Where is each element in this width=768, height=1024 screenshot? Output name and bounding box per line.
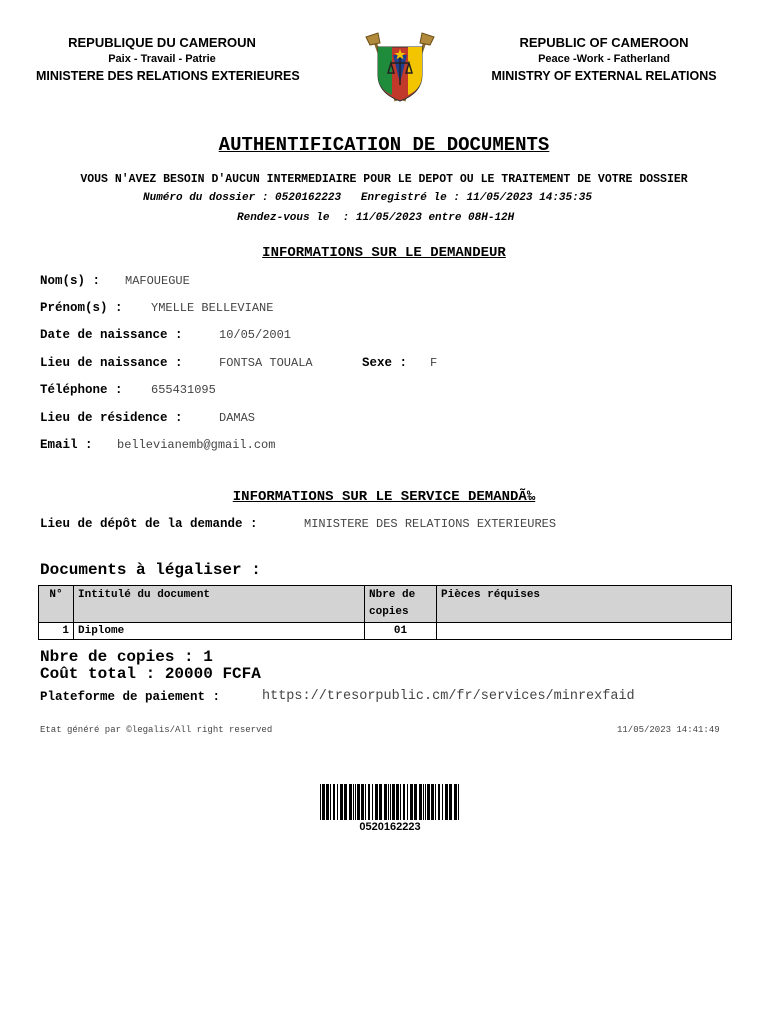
- ministry-name-en: MINISTRY OF EXTERNAL RELATIONS: [491, 69, 717, 83]
- ministry-name-fr: MINISTERE DES RELATIONS EXTERIEURES: [36, 69, 300, 83]
- payment-platform-label: Plateforme de paiement :: [40, 690, 221, 704]
- surname-label: Nom(s) :: [40, 274, 101, 288]
- deposit-place-label: Lieu de dépôt de la demande :: [40, 517, 258, 531]
- page-title: AUTHENTIFICATION DE DOCUMENTS: [218, 134, 550, 156]
- barcode-icon: [318, 784, 462, 820]
- applicant-section-heading: INFORMATIONS SUR LE DEMANDEUR: [262, 245, 506, 261]
- generated-by: Etat généré par ©legalis/All right reserved: [40, 725, 273, 735]
- surname-value: MAFOUEGUE: [125, 274, 190, 288]
- copies-total-label: Nbre de copies :: [40, 648, 194, 666]
- registered-label: Enregistré le :: [360, 192, 460, 204]
- header-right: [480, 35, 728, 85]
- row-document-title: Diplome: [74, 623, 365, 640]
- residence-label: Lieu de résidence :: [40, 411, 183, 425]
- col-required-pieces: Pièces réquises: [437, 586, 732, 623]
- email-label: Email :: [40, 438, 93, 452]
- appointment-value: 11/05/2023 entre 08H-12H: [355, 212, 515, 224]
- email-value: bellevianemb@gmail.com: [117, 438, 276, 452]
- documents-heading: Documents à légaliser :: [40, 561, 261, 579]
- sex-value: F: [430, 356, 438, 370]
- country-name-en: REPUBLIC OF CAMEROON: [519, 35, 689, 50]
- cost-total-value: 20000 FCFA: [164, 665, 261, 683]
- copies-total-value: 1: [203, 648, 213, 666]
- dossier-meta: [143, 192, 592, 204]
- cameroon-coat-of-arms-icon: [362, 31, 438, 107]
- notice-text: VOUS N'AVEZ BESOIN D'AUCUN INTERMEDIAIRE POUR LE DEPOT OU LE TRAITEMENT DE VOTRE DOSSIER: [80, 173, 688, 186]
- row-required-pieces: [437, 623, 732, 640]
- cost-total-line: [40, 665, 261, 683]
- motto-fr: Paix - Travail - Patrie: [108, 53, 216, 65]
- documents-table: [38, 585, 732, 640]
- birthdate-label: Date de naissance :: [40, 328, 183, 342]
- row-copies: 01: [365, 623, 437, 640]
- dossier-number: 0520162223: [275, 192, 342, 204]
- col-copies: Nbre de copies: [365, 586, 437, 623]
- firstname-value: YMELLE BELLEVIANE: [151, 301, 274, 315]
- barcode-number: 0520162223: [359, 821, 421, 833]
- payment-platform-url[interactable]: https://tresorpublic.cm/fr/services/minrexfaid: [262, 689, 635, 704]
- appointment-meta: [237, 212, 514, 224]
- phone-label: Téléphone :: [40, 383, 123, 397]
- birthplace-value: FONTSA TOUALA: [219, 356, 313, 370]
- birthdate-value: 10/05/2001: [219, 328, 292, 342]
- table-header-row: [39, 586, 732, 623]
- generated-timestamp: 11/05/2023 14:41:49: [617, 725, 720, 735]
- phone-value: 655431095: [151, 383, 216, 397]
- registered-date: 11/05/2023 14:35:35: [466, 192, 592, 204]
- header-left: [36, 35, 300, 85]
- birthplace-label: Lieu de naissance :: [40, 356, 183, 370]
- appointment-label: Rendez-vous le :: [237, 212, 350, 224]
- copies-total-line: [40, 648, 213, 666]
- table-row: [39, 623, 732, 640]
- residence-value: DAMAS: [219, 411, 256, 425]
- cost-total-label: Coût total :: [40, 665, 156, 683]
- firstname-label: Prénom(s) :: [40, 301, 123, 315]
- col-document-title: Intitulé du document: [74, 586, 365, 623]
- col-number: N°: [39, 586, 74, 623]
- deposit-place-value: MINISTERE DES RELATIONS EXTERIEURES: [304, 517, 557, 531]
- row-number: 1: [39, 623, 74, 640]
- service-section-heading: INFORMATIONS SUR LE SERVICE DEMANDÃ‰: [232, 489, 536, 505]
- sex-label: Sexe :: [362, 356, 408, 370]
- dossier-number-label: Numéro du dossier :: [143, 192, 269, 204]
- motto-en: Peace -Work - Fatherland: [538, 53, 670, 65]
- country-name-fr: REPUBLIQUE DU CAMEROUN: [68, 35, 256, 50]
